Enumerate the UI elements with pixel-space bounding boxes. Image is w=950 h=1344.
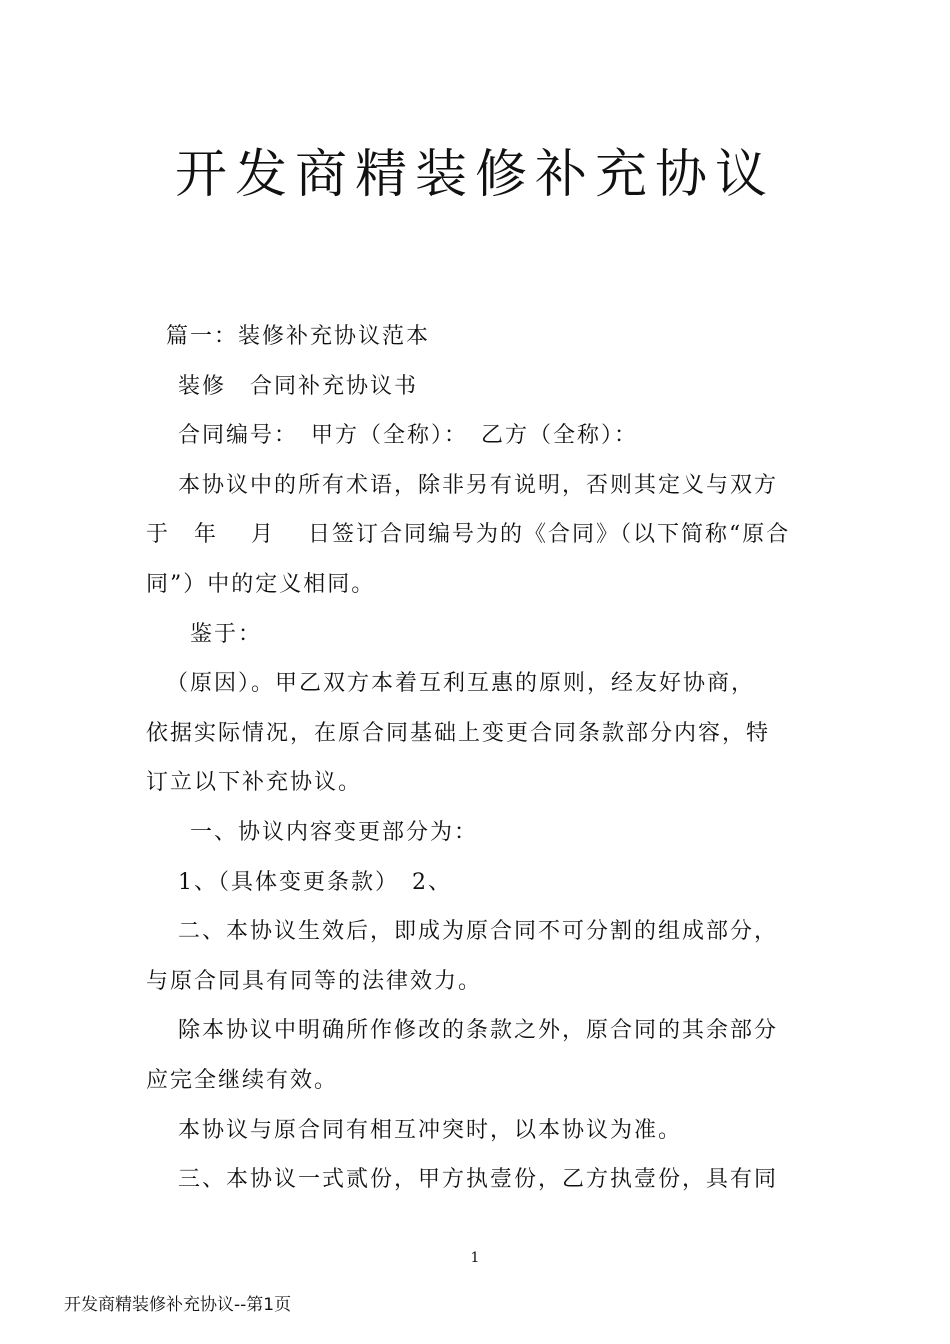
body-line: 二、本协议生效后，即成为原合同不可分割的组成部分， (178, 919, 779, 945)
body-line: 订立以下补充协议。 (146, 770, 363, 796)
body-line: 1、（具体变更条款） 2、 (178, 869, 452, 895)
body-line: 合同编号： 甲方（全称）： 乙方（全称）： (178, 423, 639, 449)
body-line: 三、本协议一式贰份，甲方执壹份，乙方执壹份，具有同 (178, 1167, 779, 1193)
body-line: 装修 合同补充协议书 (178, 373, 419, 399)
body-line: 除本协议中明确所作修改的条款之外，原合同的其余部分 (178, 1018, 779, 1044)
body-line: 鉴于： (190, 621, 263, 647)
body-line: 本协议与原合同有相互冲突时，以本协议为准。 (178, 1117, 683, 1143)
body-line: （原因）。甲乙双方本着互利互惠的原则，经友好协商， (166, 671, 756, 697)
body-line: 与原合同具有同等的法律效力。 (146, 968, 483, 994)
body-line: 一、协议内容变更部分为： (190, 819, 479, 845)
body-line: 本协议中的所有术语，除非另有说明，否则其定义与双方 (178, 472, 779, 498)
body-line: 篇一：装修补充协议范本 (166, 324, 431, 349)
document-body (146, 312, 810, 1205)
page-footer: 开发商精装修补充协议--第1页 (64, 1295, 292, 1315)
body-line: 同”）中的定义相同。 (146, 571, 376, 597)
page-number: 1 (470, 1250, 480, 1266)
body-line: 应完全继续有效。 (146, 1067, 339, 1093)
document-title: 开发商精装修补充协议 (174, 145, 775, 205)
body-line: 依据实际情况，在原合同基础上变更合同条款部分内容，特 (146, 720, 771, 746)
body-line: 于 年 月 日签订合同编号为的《合同》（以下简称“原合 (146, 522, 791, 548)
